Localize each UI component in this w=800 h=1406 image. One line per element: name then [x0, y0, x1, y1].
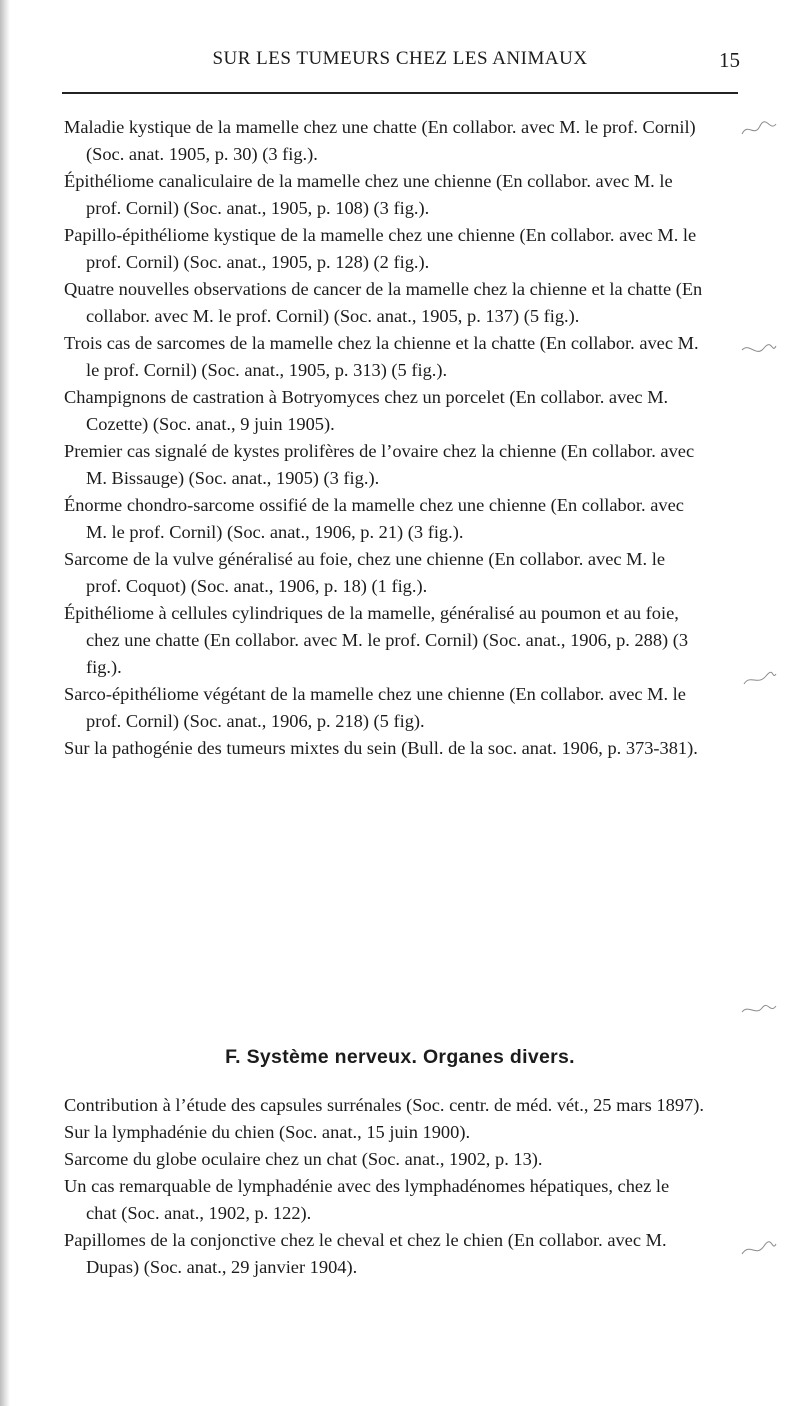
bibliography-entry: Maladie kystique de la mamelle chez une chatte (En collabor. avec M. le prof. Cornil) (Soc. anat. 1905, p. 30) (3 fig.).: [64, 117, 696, 164]
bibliography-entry: Trois cas de sarcomes de la mamelle chez la chienne et la chatte (En collabor. avec M. le prof. Cornil) (Soc. anat., 1905, p. 313) (5 fig.).: [64, 333, 699, 380]
bibliography-entry: Un cas remarquable de lymphadénie avec des lymphadénomes hépatiques, chez le chat (Soc. anat., 1902, p. 122).: [64, 1176, 670, 1223]
bibliography-entry: Sarcome de la vulve généralisé au foie, chez une chienne (En collabor. avec M. le prof. Coquot) (Soc. anat., 1906, p. 18) (1 fig.).: [64, 549, 665, 596]
bibliography-entry: Épithéliome à cellules cylindriques de la mamelle, généralisé au poumon et au foie, chez une chatte (En collabor. avec M. le prof. Cornil) (Soc. anat., 1906, p. 288) (3 fig.).: [64, 603, 689, 677]
bibliography-list-nervous-system: [64, 1092, 704, 1281]
bibliography-entry: Contribution à l’étude des capsules surrénales (Soc. centr. de méd. vét., 25 mars 1897).: [64, 1095, 704, 1115]
bibliography-list-mammary: [64, 114, 704, 762]
page-number: 15: [719, 48, 740, 72]
bibliography-entry: Sarcome du globe oculaire chez un chat (Soc. anat., 1902, p. 13).: [64, 1149, 543, 1169]
book-spine-shadow: [0, 0, 10, 1406]
bibliography-entry: Champignons de castration à Botryomyces chez un porcelet (En collabor. avec M. Cozette) (Soc. anat., 9 juin 1905).: [64, 387, 669, 434]
bibliography-entry: Épithéliome canaliculaire de la mamelle chez une chienne (En collabor. avec M. le prof. Cornil) (Soc. anat., 1905, p. 108) (3 fig.).: [64, 171, 673, 218]
bibliography-entry: Sur la lymphadénie du chien (Soc. anat., 15 juin 1900).: [64, 1122, 471, 1142]
margin-mark: [738, 1000, 778, 1020]
bibliography-entry: Papillo-épithéliome kystique de la mamelle chez une chienne (En collabor. avec M. le prof. Cornil) (Soc. anat., 1905, p. 128) (2 fig.).: [64, 225, 697, 272]
running-head: [60, 48, 740, 78]
margin-mark: [738, 1240, 778, 1260]
margin-mark: [738, 120, 778, 140]
bibliography-entry: Énorme chondro-sarcome ossifié de la mamelle chez une chienne (En collabor. avec M. le prof. Cornil) (Soc. anat., 1906, p. 21) (3 fig.).: [64, 495, 684, 542]
header-rule: [62, 92, 738, 94]
margin-mark: [738, 340, 778, 360]
bibliography-entry: Premier cas signalé de kystes prolifères de l’ovaire chez la chienne (En collabor. avec M. Bissauge) (Soc. anat., 1905) (3 fig.).: [64, 441, 695, 488]
margin-mark: [738, 670, 778, 690]
bibliography-entry: Quatre nouvelles observations de cancer de la mamelle chez la chienne et la chatte (En collabor. avec M. le prof. Cornil) (Soc. anat., 1905, p. 137) (5 fig.).: [64, 279, 703, 326]
bibliography-entry: Papillomes de la conjonctive chez le cheval et chez le chien (En collabor. avec M. Dupas) (Soc. anat., 29 janvier 1904).: [64, 1230, 667, 1277]
bibliography-entry: Sarco-épithéliome végétant de la mamelle chez une chienne (En collabor. avec M. le prof. Cornil) (Soc. anat., 1906, p. 218) (5 fig).: [64, 684, 686, 731]
bibliography-entry: Sur la pathogénie des tumeurs mixtes du sein (Bull. de la soc. anat. 1906, p. 373-381).: [64, 738, 698, 758]
running-head-title: SUR LES TUMEURS CHEZ LES ANIMAUX: [212, 48, 588, 69]
section-heading: F. Système nerveux. Organes divers.: [225, 1046, 575, 1068]
